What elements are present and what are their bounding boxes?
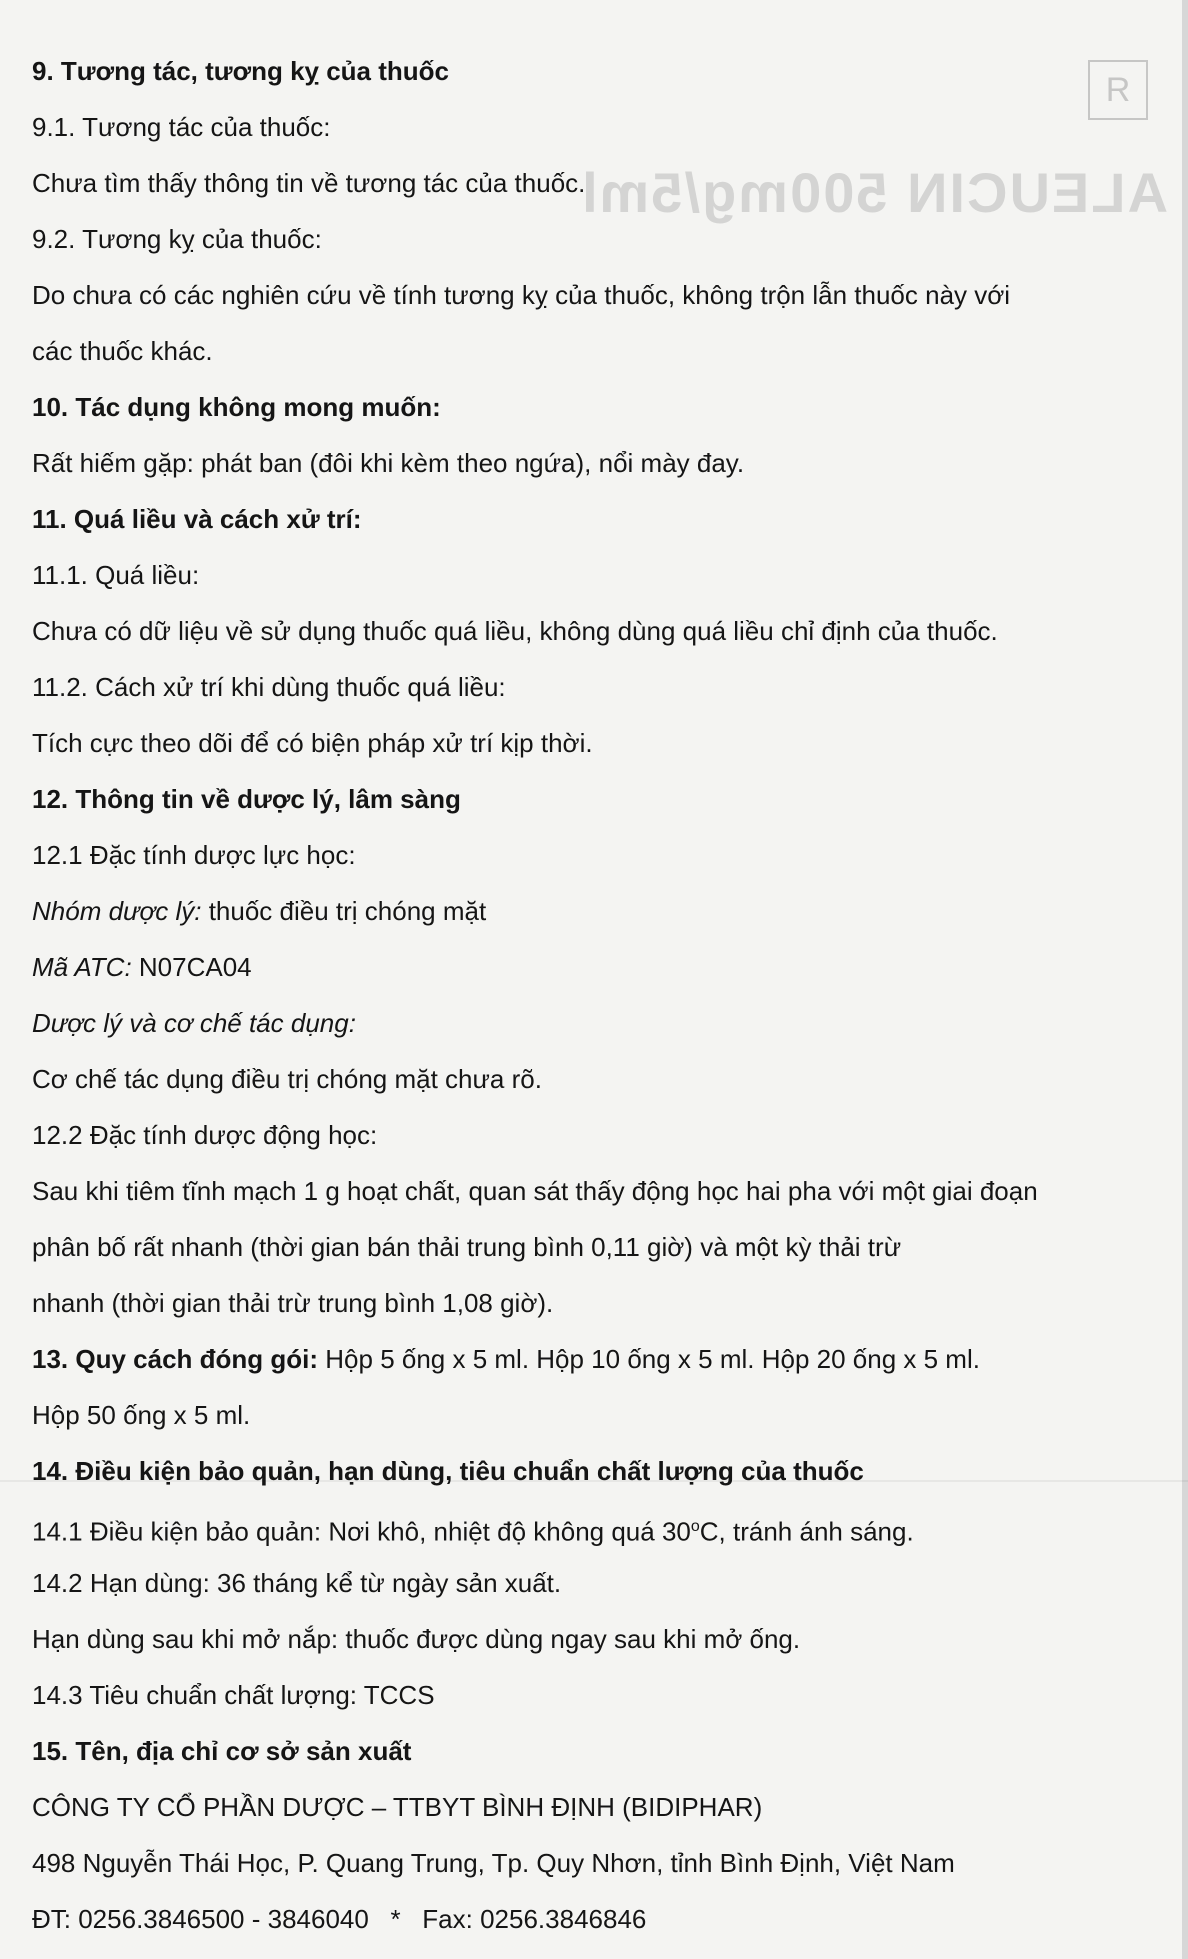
show-through-rx-symbol: R bbox=[1088, 60, 1148, 120]
paper-edge bbox=[1182, 0, 1188, 1959]
section-13-text-b: Hộp 50 ống x 5 ml. bbox=[32, 1400, 251, 1430]
atc-code-value: N07CA04 bbox=[131, 952, 252, 982]
pharmacologic-group-value: thuốc điều trị chóng mặt bbox=[201, 896, 487, 926]
section-13 bbox=[32, 1344, 980, 1374]
section-11-2-heading: 11.2. Cách xử trí khi dùng thuốc quá liều: bbox=[32, 672, 506, 702]
section-15-title: 15. Tên, địa chỉ cơ sở sản xuất bbox=[32, 1736, 412, 1766]
section-9-2-text-b: các thuốc khác. bbox=[32, 336, 213, 366]
section-12-1-heading: 12.1 Đặc tính dược lực học: bbox=[32, 840, 356, 870]
storage-conditions bbox=[32, 1512, 914, 1547]
expiry-date: 14.2 Hạn dùng: 36 tháng kể từ ngày sản xuất. bbox=[32, 1568, 562, 1598]
pharmacokinetics-text-a: Sau khi tiêm tĩnh mạch 1 g hoạt chất, quan sát thấy động học hai pha với một giai đoạn bbox=[32, 1176, 1038, 1206]
company-contact: ĐT: 0256.3846500 - 3846040 * Fax: 0256.3846846 bbox=[32, 1904, 647, 1934]
company-name: CÔNG TY CỔ PHẦN DƯỢC – TTBYT BÌNH ĐỊNH (BIDIPHAR) bbox=[32, 1792, 763, 1822]
section-10-title: 10. Tác dụng không mong muốn: bbox=[32, 392, 441, 422]
storage-text-a: 14.1 Điều kiện bảo quản: Nơi khô, nhiệt độ không quá 30 bbox=[32, 1516, 691, 1547]
section-12-2-heading: 12.2 Đặc tính dược động học: bbox=[32, 1120, 378, 1150]
pharmacokinetics-text-b: phân bố rất nhanh (thời gian bán thải trung bình 0,11 giờ) và một kỳ thải trừ bbox=[32, 1232, 902, 1262]
section-12-title: 12. Thông tin về dược lý, lâm sàng bbox=[32, 784, 461, 814]
section-10-text: Rất hiếm gặp: phát ban (đôi khi kèm theo ngứa), nổi mày đay. bbox=[32, 448, 745, 478]
expiry-after-opening: Hạn dùng sau khi mở nắp: thuốc được dùng ngay sau khi mở ống. bbox=[32, 1624, 801, 1654]
mechanism-text: Cơ chế tác dụng điều trị chóng mặt chưa rõ. bbox=[32, 1064, 542, 1094]
section-9-1-text: Chưa tìm thấy thông tin về tương tác của thuốc. bbox=[32, 168, 586, 198]
degree-sign: o bbox=[690, 1518, 700, 1535]
quality-standard: 14.3 Tiêu chuẩn chất lượng: TCCS bbox=[32, 1680, 435, 1710]
section-13-title: 13. Quy cách đóng gói: bbox=[32, 1344, 319, 1374]
section-11-2-text: Tích cực theo dõi để có biện pháp xử trí kịp thời. bbox=[32, 728, 593, 758]
mechanism-heading: Dược lý và cơ chế tác dụng: bbox=[32, 1008, 356, 1038]
atc-code bbox=[32, 952, 252, 982]
show-through-title: ALEUCIN 500mg/5ml bbox=[580, 161, 1168, 224]
section-11-1-heading: 11.1. Quá liều: bbox=[32, 560, 200, 590]
company-address: 498 Nguyễn Thái Học, P. Quang Trung, Tp. Quy Nhơn, tỉnh Bình Định, Việt Nam bbox=[32, 1848, 955, 1878]
section-13-text-a: Hộp 5 ống x 5 ml. Hộp 10 ống x 5 ml. Hộp 20 ống x 5 ml. bbox=[318, 1344, 980, 1374]
pharmacokinetics-text-c: nhanh (thời gian thải trừ trung bình 1,08 giờ). bbox=[32, 1288, 554, 1318]
section-14-title: 14. Điều kiện bảo quản, hạn dùng, tiêu chuẩn chất lượng của thuốc bbox=[32, 1456, 864, 1486]
pharmacologic-group-label: Nhóm dược lý: bbox=[32, 896, 202, 926]
section-11-1-text: Chưa có dữ liệu về sử dụng thuốc quá liều, không dùng quá liều chỉ định của thuốc. bbox=[32, 616, 998, 646]
storage-text-b: C, tránh ánh sáng. bbox=[699, 1516, 914, 1547]
section-9-title: 9. Tương tác, tương kỵ của thuốc bbox=[32, 56, 450, 86]
section-9-1-heading: 9.1. Tương tác của thuốc: bbox=[32, 112, 331, 142]
pharmacologic-group bbox=[32, 896, 486, 926]
section-9-2-text-a: Do chưa có các nghiên cứu về tính tương kỵ của thuốc, không trộn lẫn thuốc này với bbox=[32, 280, 1011, 310]
section-11-title: 11. Quá liều và cách xử trí: bbox=[32, 504, 362, 534]
atc-code-label: Mã ATC: bbox=[32, 952, 132, 982]
section-9-2-heading: 9.2. Tương kỵ của thuốc: bbox=[32, 224, 322, 254]
